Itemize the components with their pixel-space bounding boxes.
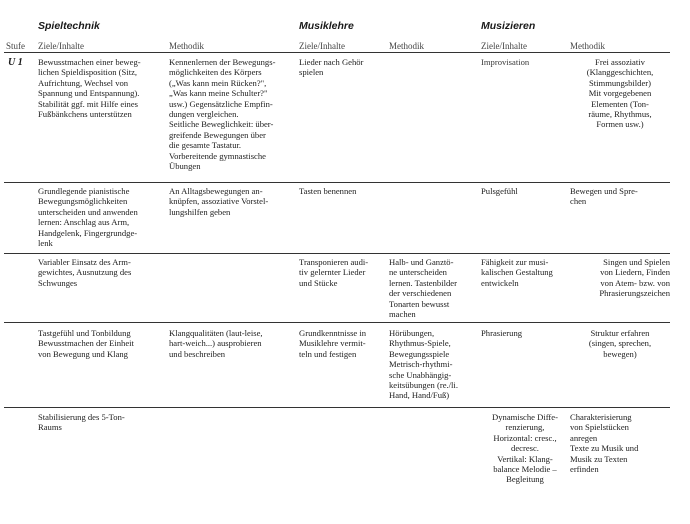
section-title-spieltechnik: Spieltechnik: [38, 20, 100, 32]
row5-spieltechnik-ziele: Stabilisierung des 5-Ton- Raums: [38, 412, 125, 433]
row5-musizieren-ziele: Dynamische Diffe- renzierung, Horizontal: cresc., decresc. Vertikal: Klang- balance Melodie – Begleitung: [492, 412, 558, 485]
table-rule: [4, 52, 670, 53]
section-title-musiklehre: Musiklehre: [299, 20, 354, 32]
header-spieltechnik-ziele: Ziele/Inhalte: [38, 41, 84, 51]
header-spieltechnik-methodik: Methodik: [169, 41, 204, 51]
row2-musiklehre-ziele: Tasten benennen: [299, 186, 357, 196]
header-musizieren-methodik: Methodik: [570, 41, 605, 51]
row3-musizieren-methodik: Singen und Spielen von Liedern, Finden von Atem- bzw. von Phrasierungszeichen: [599, 257, 670, 299]
stufe-value: U 1: [8, 57, 23, 68]
row2-spieltechnik-ziele: Grundlegende pianistische Bewegungsmöglichkeiten unterscheiden und anwenden lernen: Anschlag aus Arm, Handgelenk, Fingergrundge- lenk: [38, 186, 138, 249]
table-rule: [4, 182, 670, 183]
header-musiklehre-ziele: Ziele/Inhalte: [299, 41, 345, 51]
table-rule: [4, 322, 670, 323]
row3-spieltechnik-ziele: Variabler Einsatz des Arm- gewichtes, Ausnutzung des Schwunges: [38, 257, 132, 288]
row1-spieltechnik-ziele: Bewusstmachen einer beweg- lichen Spieldisposition (Sitz, Aufrichtung, Wechsel von Spannung und Entspannung). Stabilität ggf. mit Hilfe eines Fußbänkchens unterstützen: [38, 57, 141, 120]
row4-musiklehre-methodik: Hörübungen, Rhythmus-Spiele, Bewegungsspiele Metrisch-rhythmi- sche Unabhängig- keitsübungen (re./li. Hand, Hand/Fuß): [389, 328, 458, 401]
row4-spieltechnik-methodik: Klangqualitäten (laut-leise, hart-weich...) ausprobieren und beschreiben: [169, 328, 263, 359]
row2-spieltechnik-methodik: An Alltagsbewegungen an- knüpfen, assoziative Vorstel- lungshilfen geben: [169, 186, 269, 217]
table-rule: [4, 407, 670, 408]
header-musizieren-ziele: Ziele/Inhalte: [481, 41, 527, 51]
row3-musiklehre-methodik: Halb- und Ganztö- ne unterscheiden lernen. Tastenbilder der verschiedenen Tonarten bewusst machen: [389, 257, 457, 320]
row2-musizieren-methodik: Bewegen und Spre- chen: [570, 186, 638, 207]
row4-musiklehre-ziele: Grundkenntnisse in Musiklehre vermit- teln und festigen: [299, 328, 367, 359]
row4-musizieren-ziele: Phrasierung: [481, 328, 523, 338]
row4-spieltechnik-ziele: Tastgefühl und Tonbildung Bewusstmachen der Einheit von Bewegung und Klang: [38, 328, 134, 359]
row4-musizieren-methodik: Struktur erfahren (singen, sprechen, bewegen): [588, 328, 652, 359]
row1-spieltechnik-methodik: Kennenlernen der Bewegungs- möglichkeiten des Körpers („Was kann mein Rücken?", „Was kann meine Schulter?" usw.) Gegensätzliche Empfin- dungen vergleichen. Seitliche Beweglichkeit: über- greifende Bewegungen über die gesamte Tastatur. Vorbereitende gymnastische Übungen: [169, 57, 276, 172]
row1-musizieren-methodik: Frei assoziativ (Klanggeschichten, Stimmungsbilder) Mit vorgegebenen Elementen (Ton- räume, Rhythmus, Formen usw.): [586, 57, 654, 130]
row3-musiklehre-ziele: Transponieren audi- tiv gelernter Lieder und Stücke: [299, 257, 369, 288]
header-musiklehre-methodik: Methodik: [389, 41, 424, 51]
header-stufe: Stufe: [6, 41, 25, 51]
row5-musizieren-methodik: Charakterisierung von Spielstücken anregen Texte zu Musik und Musik zu Texten erfinden: [570, 412, 639, 475]
section-title-musizieren: Musizieren: [481, 20, 536, 32]
table-rule: [4, 253, 670, 254]
row1-musizieren-ziele: Improvisation: [481, 57, 530, 67]
row3-musizieren-ziele: Fähigkeit zur musi- kalischen Gestaltung entwickeln: [481, 257, 553, 288]
row1-musiklehre-ziele: Lieder nach Gehör spielen: [299, 57, 364, 78]
row2-musizieren-ziele: Pulsgefühl: [481, 186, 518, 196]
